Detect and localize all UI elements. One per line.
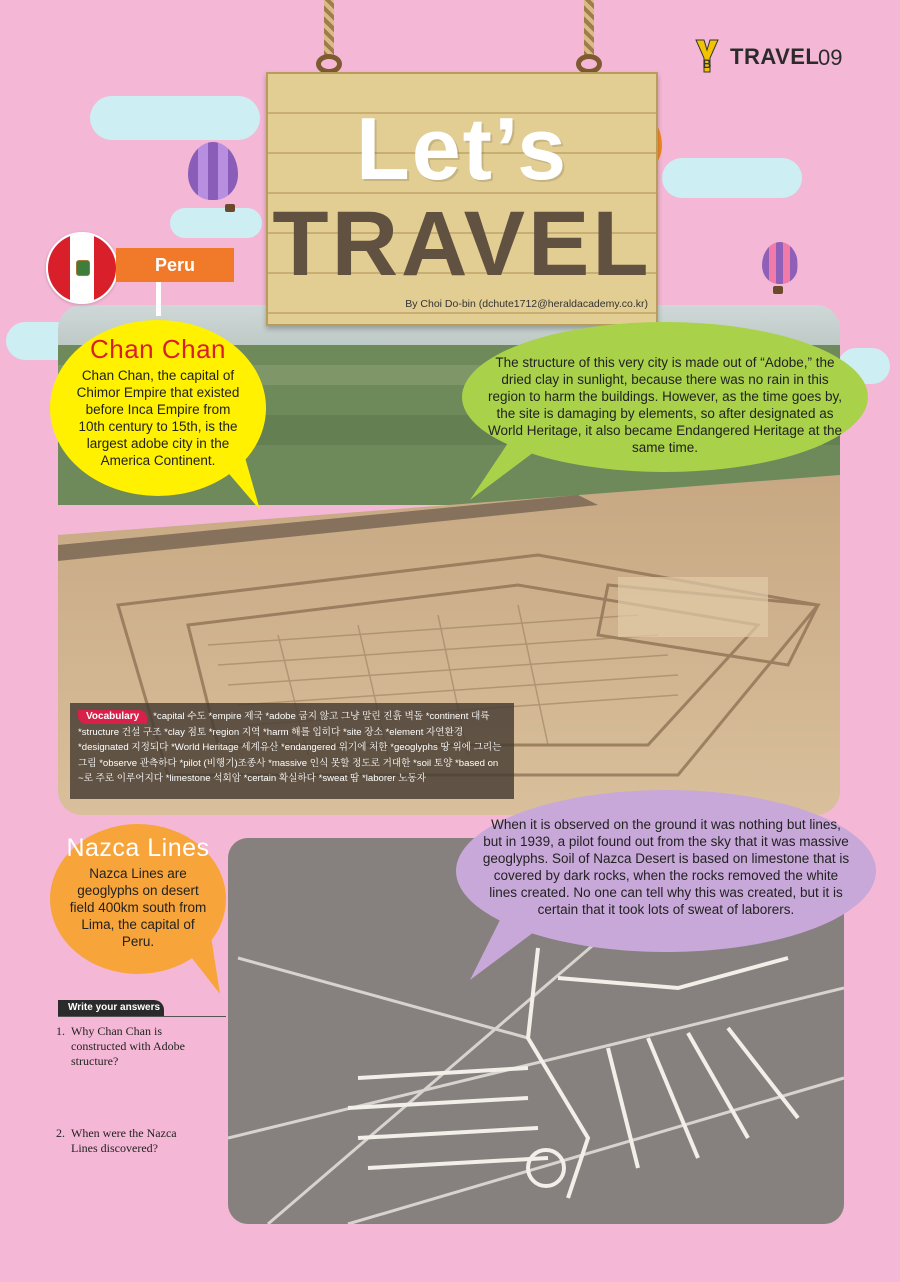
- author-byline: By Choi Do-bin (dchute1712@heraldacademy.co.kr): [405, 298, 648, 310]
- nazca-detail-bubble: [456, 790, 876, 952]
- cloud-decoration: [662, 158, 802, 198]
- title-travel: TRAVEL: [272, 193, 652, 295]
- chan-chan-title: Chan Chan: [89, 334, 227, 364]
- rope-decoration: [324, 0, 334, 56]
- question-number: 1.: [56, 1024, 65, 1038]
- peru-flag-icon: [46, 232, 118, 304]
- question-text: When were the Nazca Lines discovered?: [71, 1126, 177, 1155]
- question-number: 2.: [56, 1126, 65, 1140]
- country-label: Peru: [116, 248, 234, 282]
- nazca-text: Nazca Lines are geoglyphs on desert field 400km south from Lima, the capital of Peru.: [69, 866, 207, 949]
- vocabulary-box: [70, 703, 514, 799]
- nazca-bubble: [50, 824, 226, 974]
- chan-chan-detail-bubble: [462, 322, 868, 472]
- svg-text:B: B: [702, 57, 712, 71]
- vocabulary-text: *capital 수도 *empire 제국 *adobe 굽지 않고 그냥 말린 진흙 벽돌 *continent 대륙 *structure 건설 구조 *clay 점토 *region 지역 *harm 해를 입히다 *site 장소 *element 자연환경 *designated 지정되다 *World Heritage 세계유산 *endangered 위기에 처한 *geoglyphs 땅 위에 그리는 그림 *observe 관측하다 *pilot (비행기)조종사 *massive 인식 못할 정도로 거대한 *soil 토양 *based on ~로 주로 이루어지다 *limestone 석회암 *certain 확실하다 *sweat 땀 *laborer 노동자: [78, 711, 502, 784]
- balloon-basket-icon: [773, 286, 783, 294]
- basic-logo-icon: [692, 38, 722, 74]
- nazca-detail-text: When it is observed on the ground it was nothing but lines, but in 1939, a pilot found out from the sky that it was massive geoglyphs. Soil of Nazca Desert is based on limestone that is covered by dark rocks, when the rocks removed the white lines created. No one can tell why this was created, but it is certain that it took lots of sweat of laborers.: [482, 817, 850, 917]
- chan-chan-detail-text: The structure of this very city is made out of “Adobe,” the dried clay in sunlight, because there was no rain in this region to harm the buildings. However, as the time goes by, the site is damaging by elements, so after designated as World Heritage, it also became Endangered Heritage at the same time.: [488, 355, 842, 455]
- sign-pole: [156, 280, 161, 316]
- rope-ring: [316, 54, 342, 74]
- question-2: [56, 1126, 206, 1156]
- section-title: TRAVEL: [730, 44, 820, 69]
- chan-chan-text: Chan Chan, the capital of Chimor Empire that existed before Inca Empire from 10th century to 15th, is the largest adobe city in the America Continent.: [76, 368, 240, 468]
- write-answers-label: Write your answers: [58, 1000, 164, 1016]
- rope-decoration: [584, 0, 594, 56]
- question-1: [56, 1024, 206, 1069]
- hot-air-balloon-icon: [762, 242, 798, 284]
- cloud-decoration: [90, 96, 260, 140]
- title-lets: Let’s: [355, 99, 569, 198]
- vocabulary-label: Vocabulary: [78, 710, 147, 724]
- hot-air-balloon-icon: [188, 142, 238, 200]
- title-sign: [266, 72, 658, 326]
- answers-divider: [58, 1016, 226, 1017]
- rope-ring: [576, 54, 602, 74]
- balloon-basket-icon: [225, 204, 235, 212]
- page-number: 09: [818, 45, 843, 70]
- chan-chan-bubble: [50, 320, 266, 496]
- cloud-decoration: [170, 208, 262, 238]
- question-text: Why Chan Chan is constructed with Adobe structure?: [71, 1024, 185, 1068]
- nazca-title: Nazca Lines: [66, 834, 210, 862]
